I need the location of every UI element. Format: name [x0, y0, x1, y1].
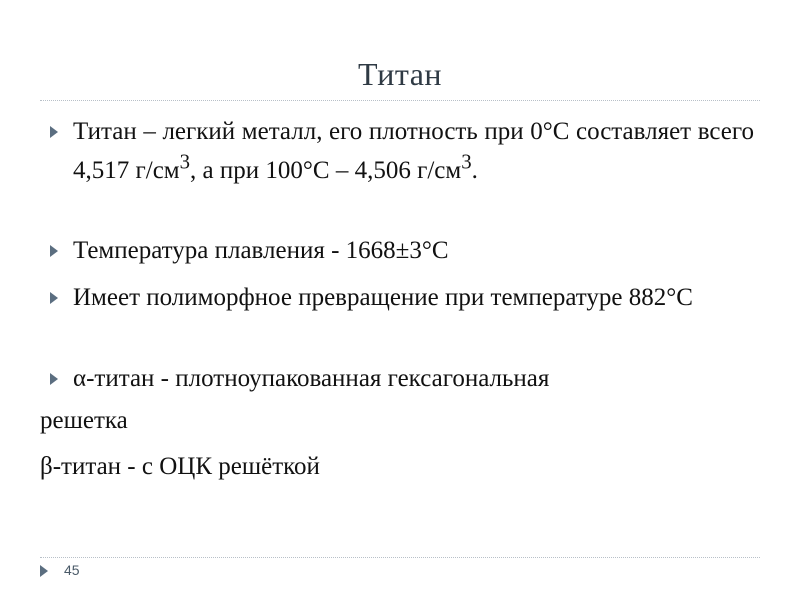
bullet-item-density — [50, 116, 754, 186]
beta-titanium-line: β-титан - с ОЦК решёткой — [40, 453, 320, 480]
bullet-text: α-титан - плотноупакованная гексагональная — [73, 365, 550, 392]
bullet-text: Имеет полиморфное превращение при температуре 882°С — [73, 284, 693, 311]
bullet-item-polymorph — [50, 282, 754, 313]
triangle-bullet-icon — [50, 292, 58, 304]
triangle-bullet-icon — [50, 373, 58, 385]
page-number: 45 — [64, 562, 80, 578]
triangle-bullet-icon — [50, 245, 58, 257]
slide-title: Титан — [357, 56, 443, 92]
density-text: Титан – легкий металл, его плотность при 0°С составляет всего 4,517 $г/см^3$, а при 100°С – 4,506 $г/см^3$. — [73, 118, 754, 185]
bullet-text — [73, 116, 754, 186]
triangle-bullet-icon — [50, 126, 58, 138]
title-divider — [40, 100, 760, 101]
bullet-text: Температура плавления - 1668±3°С — [73, 237, 449, 264]
bullet-item-alpha — [50, 363, 754, 394]
continuation-line: решетка — [40, 407, 128, 434]
footer-divider — [40, 557, 760, 558]
triangle-footer-icon — [40, 565, 48, 577]
bullet-item-melting — [50, 235, 754, 266]
